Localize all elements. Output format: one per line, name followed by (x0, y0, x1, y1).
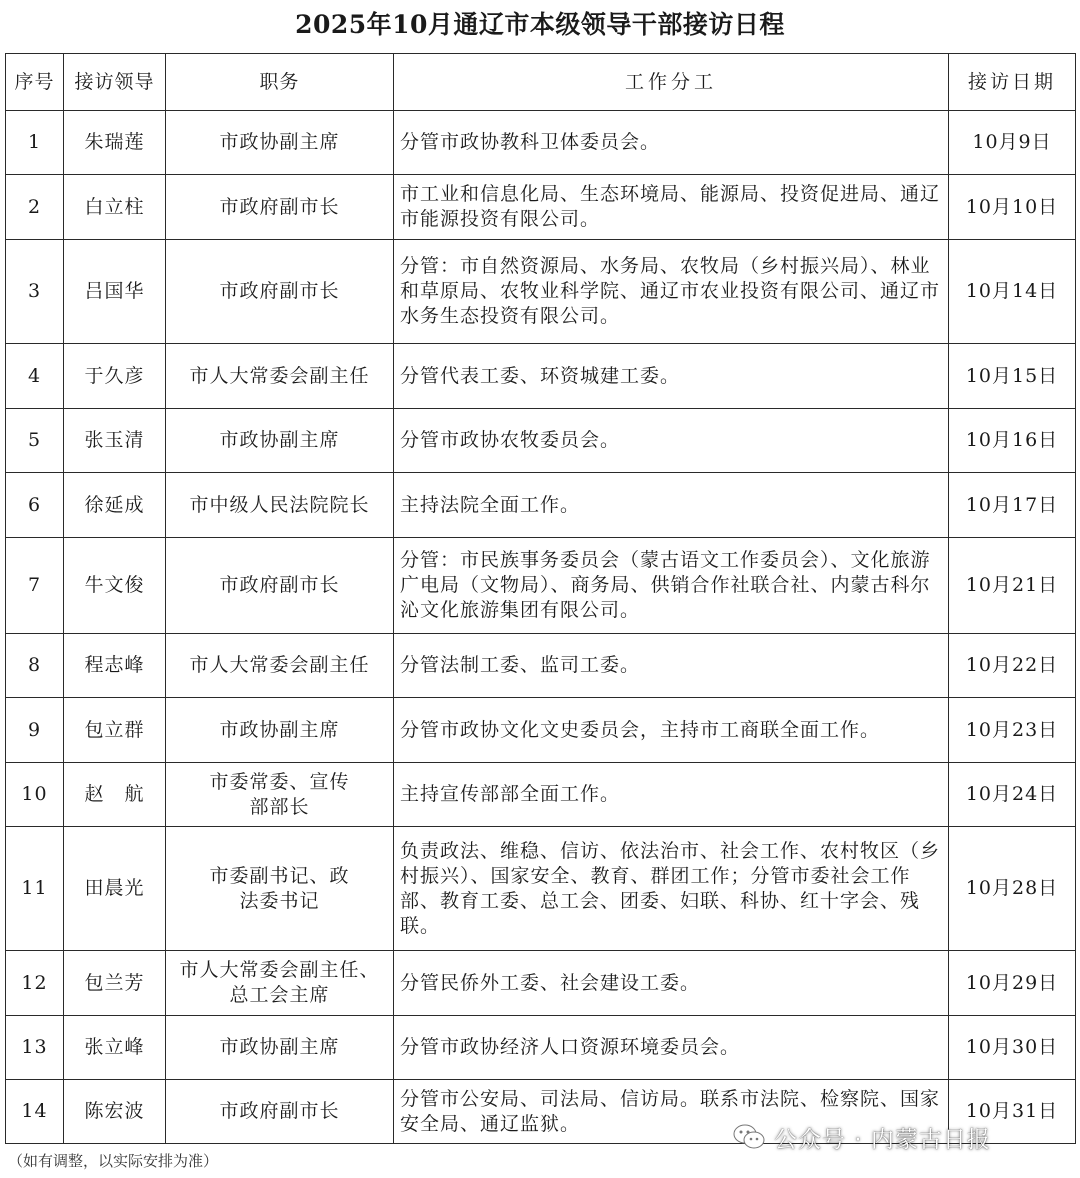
row-duty: 分管法制工委、监司工委。 (394, 634, 949, 698)
row-position: 市政协副主席 (166, 698, 394, 763)
row-num: 12 (6, 951, 64, 1016)
row-date: 10月16日 (949, 409, 1076, 473)
row-duty: 分管市公安局、司法局、信访局。联系市法院、检察院、国家安全局、通辽监狱。 (394, 1080, 949, 1144)
row-position: 市政府副市长 (166, 1080, 394, 1144)
row-date: 10月10日 (949, 175, 1076, 240)
row-leader: 白立柱 (64, 175, 166, 240)
row-duty: 市工业和信息化局、生态环境局、能源局、投资促进局、通辽市能源投资有限公司。 (394, 175, 949, 240)
row-date: 10月28日 (949, 827, 1076, 951)
table-row (6, 111, 1076, 175)
row-position: 市人大常委会副主任 (166, 634, 394, 698)
row-leader: 田晨光 (64, 827, 166, 951)
row-date: 10月22日 (949, 634, 1076, 698)
row-duty: 分管：市民族事务委员会（蒙古语文工作委员会）、文化旅游广电局（文物局）、商务局、供销合作社联合社、内蒙古科尔沁文化旅游集团有限公司。 (394, 538, 949, 634)
row-duty: 分管代表工委、环资城建工委。 (394, 344, 949, 409)
header-duty: 工作分工 (394, 54, 949, 111)
row-num: 3 (6, 240, 64, 344)
row-num: 10 (6, 763, 64, 827)
row-leader: 包立群 (64, 698, 166, 763)
table-row (6, 409, 1076, 473)
row-leader: 赵 航 (64, 763, 166, 827)
row-position: 市人大常委会副主任 (166, 344, 394, 409)
table-row (6, 951, 1076, 1016)
row-position-text: 市委副书记、政法委书记 (209, 864, 350, 912)
row-date: 10月9日 (949, 111, 1076, 175)
row-num: 14 (6, 1080, 64, 1144)
row-date: 10月23日 (949, 698, 1076, 763)
watermark (732, 1120, 991, 1154)
row-duty: 分管市政协经济人口资源环境委员会。 (394, 1016, 949, 1080)
header-date: 接访日期 (949, 54, 1076, 111)
row-duty: 分管市政协教科卫体委员会。 (394, 111, 949, 175)
table-row (6, 344, 1076, 409)
page-title: 2025年10月通辽市本级领导干部接访日程 (295, 10, 785, 39)
row-leader: 朱瑞莲 (64, 111, 166, 175)
row-leader: 于久彦 (64, 344, 166, 409)
row-duty: 负责政法、维稳、信访、依法治市、社会工作、农村牧区（乡村振兴）、国家安全、教育、群团工作；分管市委社会工作部、教育工委、总工会、团委、妇联、科协、红十字会、残联。 (394, 827, 949, 951)
table-row (6, 827, 1076, 951)
row-leader: 陈宏波 (64, 1080, 166, 1144)
table-row (6, 698, 1076, 763)
row-date: 10月24日 (949, 763, 1076, 827)
row-duty: 分管：市自然资源局、水务局、农牧局（乡村振兴局）、林业和草原局、农牧业科学院、通辽市农业投资有限公司、通辽市水务生态投资有限公司。 (394, 240, 949, 344)
table-row (6, 175, 1076, 240)
row-num: 7 (6, 538, 64, 634)
row-leader: 包兰芳 (64, 951, 166, 1016)
table-row (6, 538, 1076, 634)
row-position-text: 市委常委、宣传部部长 (209, 770, 350, 818)
row-position: 市中级人民法院院长 (166, 473, 394, 538)
row-num: 1 (6, 111, 64, 175)
row-duty: 分管市政协农牧委员会。 (394, 409, 949, 473)
header-position: 职务 (166, 54, 394, 111)
watermark-text: 公众号 · 内蒙古日报 (774, 1126, 991, 1153)
row-num: 5 (6, 409, 64, 473)
row-date: 10月21日 (949, 538, 1076, 634)
wechat-icon (732, 1123, 766, 1151)
row-num: 11 (6, 827, 64, 951)
row-leader: 徐延成 (64, 473, 166, 538)
row-position: 市政协副主席 (166, 409, 394, 473)
row-position (166, 763, 394, 827)
row-date: 10月30日 (949, 1016, 1076, 1080)
row-num: 8 (6, 634, 64, 698)
row-duty: 分管市政协文化文史委员会，主持市工商联全面工作。 (394, 698, 949, 763)
row-date: 10月31日 (949, 1080, 1076, 1144)
schedule-table (5, 53, 1076, 1144)
row-position (166, 827, 394, 951)
row-num: 13 (6, 1016, 64, 1080)
row-date: 10月14日 (949, 240, 1076, 344)
header-leader: 接访领导 (64, 54, 166, 111)
table-header-row (6, 54, 1076, 111)
row-date: 10月17日 (949, 473, 1076, 538)
row-leader: 程志峰 (64, 634, 166, 698)
row-position: 市政府副市长 (166, 240, 394, 344)
row-position: 市政协副主席 (166, 1016, 394, 1080)
row-duty: 主持法院全面工作。 (394, 473, 949, 538)
row-num: 2 (6, 175, 64, 240)
row-position: 市政府副市长 (166, 538, 394, 634)
row-position: 市政协副主席 (166, 111, 394, 175)
row-position: 市政府副市长 (166, 175, 394, 240)
row-num: 6 (6, 473, 64, 538)
row-leader: 张玉清 (64, 409, 166, 473)
row-position-text: 市人大常委会副主任、总工会主席 (179, 959, 380, 1006)
row-leader: 张立峰 (64, 1016, 166, 1080)
header-num: 序号 (6, 54, 64, 111)
row-duty: 主持宣传部部全面工作。 (394, 763, 949, 827)
table-row (6, 763, 1076, 827)
row-num: 9 (6, 698, 64, 763)
table-row (6, 634, 1076, 698)
row-date: 10月15日 (949, 344, 1076, 409)
row-date: 10月29日 (949, 951, 1076, 1016)
footnote: （如有调整，以实际安排为准） (8, 1152, 219, 1170)
table-row (6, 1016, 1076, 1080)
row-leader: 牛文俊 (64, 538, 166, 634)
table-row (6, 240, 1076, 344)
table-row (6, 473, 1076, 538)
row-duty: 分管民侨外工委、社会建设工委。 (394, 951, 949, 1016)
row-num: 4 (6, 344, 64, 409)
row-leader: 吕国华 (64, 240, 166, 344)
row-position (166, 951, 394, 1016)
